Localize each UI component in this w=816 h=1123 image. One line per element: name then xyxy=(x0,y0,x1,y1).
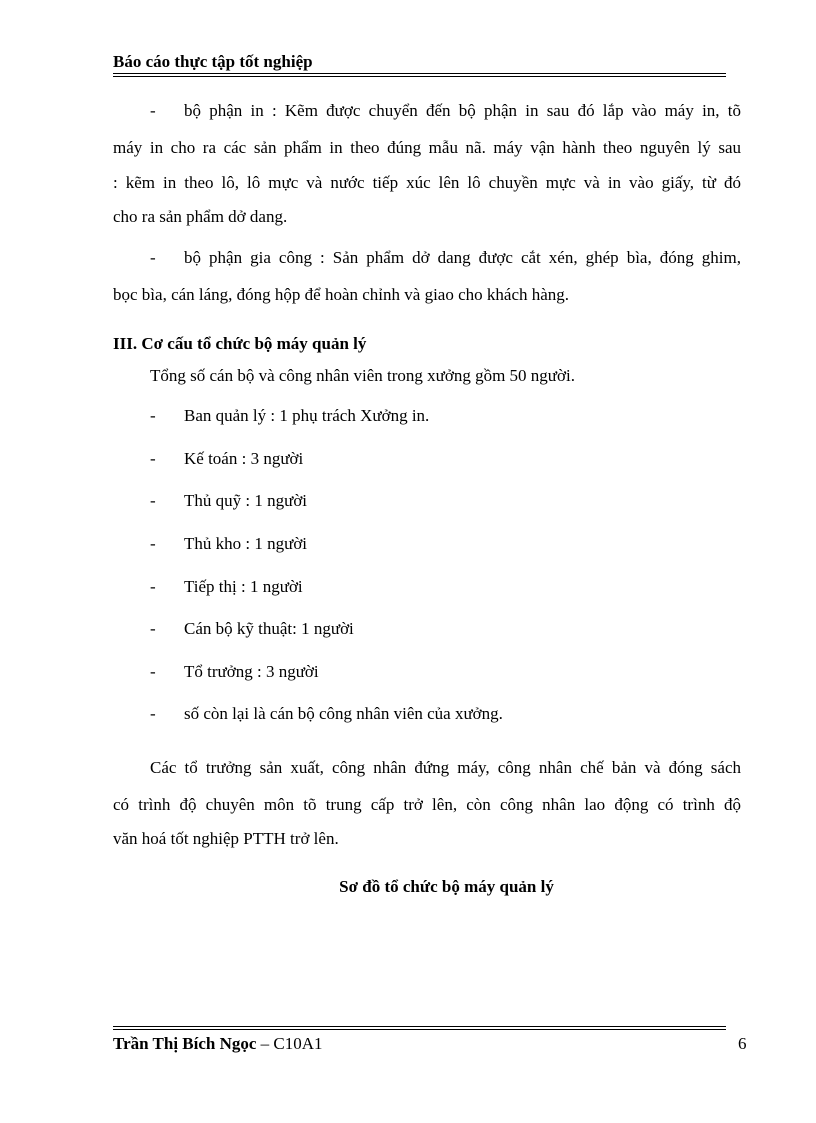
section-heading: III. Cơ cấu tổ chức bộ máy quản lý xyxy=(113,334,367,353)
list-item xyxy=(0,662,816,686)
list-item-text: số còn lại là cán bộ công nhân viên của xưởng. xyxy=(184,704,503,723)
department-printing-line-3: : kẽm in theo lô, lô mực và nước tiếp xúc lên lô chuyền mực và in vào giấy, từ đó xyxy=(113,173,741,192)
bullet-dash: - xyxy=(150,704,156,723)
department-printing-line-1: bộ phận in : Kẽm được chuyển đến bộ phận in sau đó lắp vào máy in, tõ xyxy=(184,101,741,120)
list-item-text: Thủ kho : 1 người xyxy=(184,534,308,553)
bullet-dash: - xyxy=(150,406,156,425)
bullet-dash: - xyxy=(150,619,156,638)
paragraph-line-2: có trình độ chuyên môn tõ trung cấp trở lên, còn công nhân lao động có trình độ xyxy=(113,795,741,814)
footer-author-line xyxy=(113,1034,323,1054)
bullet-dash: - xyxy=(150,449,156,468)
list-item xyxy=(0,406,816,430)
list-item xyxy=(0,577,816,601)
list-item xyxy=(0,491,816,515)
department-printing-line-2: máy in cho ra các sản phẩm in theo đúng mẫu nã. máy vận hành theo nguyên lý sau xyxy=(113,138,741,157)
header-rule-top xyxy=(113,73,726,74)
page-number: 6 xyxy=(738,1034,747,1053)
list-item xyxy=(0,619,816,643)
list-item-text: Tiếp thị : 1 người xyxy=(184,577,303,596)
department-finishing-line-2: bọc bìa, cán láng, đóng hộp để hoàn chỉnh và giao cho khách hàng. xyxy=(113,285,570,304)
class-code: C10A1 xyxy=(273,1034,323,1053)
bullet-dash: - xyxy=(150,662,156,681)
list-item xyxy=(0,449,816,473)
section-intro: Tổng số cán bộ và công nhân viên trong xưởng gồm 50 người. xyxy=(150,366,575,385)
list-item-text: Kế toán : 3 người xyxy=(184,449,304,468)
paragraph-line-1: Các tổ trưởng sản xuất, công nhân đứng máy, công nhân chế bản và đóng sách xyxy=(150,758,741,777)
bullet-dash: - xyxy=(150,248,156,267)
header-rule-bottom xyxy=(113,76,726,77)
bullet-dash: - xyxy=(150,534,156,553)
list-item xyxy=(0,534,816,558)
author-name: Trần Thị Bích Ngọc xyxy=(113,1034,257,1053)
bullet-dash: - xyxy=(150,101,156,120)
list-item-text: Ban quản lý : 1 phụ trách Xưởng in. xyxy=(184,406,430,425)
report-header-title: Báo cáo thực tập tốt nghiệp xyxy=(113,52,313,71)
list-item-text: Cán bộ kỹ thuật: 1 người xyxy=(184,619,354,638)
bullet-dash: - xyxy=(150,577,156,596)
list-item-text: Tổ trưởng : 3 người xyxy=(184,662,319,681)
list-item xyxy=(0,704,816,728)
org-chart-title: Sơ đồ tổ chức bộ máy quản lý xyxy=(339,877,554,896)
footer-rule-top xyxy=(113,1026,726,1027)
list-item-text: Thủ quỹ : 1 người xyxy=(184,491,308,510)
paragraph-line-3: văn hoá tốt nghiệp PTTH trở lên. xyxy=(113,829,339,848)
author-separator: – xyxy=(256,1034,274,1053)
bullet-dash: - xyxy=(150,491,156,510)
department-printing-line-4: cho ra sản phẩm dở dang. xyxy=(113,207,288,226)
department-finishing-line-1: bộ phận gia công : Sản phẩm dở dang được cắt xén, ghép bìa, đóng ghim, xyxy=(184,248,741,267)
footer-rule-bottom xyxy=(113,1029,726,1030)
